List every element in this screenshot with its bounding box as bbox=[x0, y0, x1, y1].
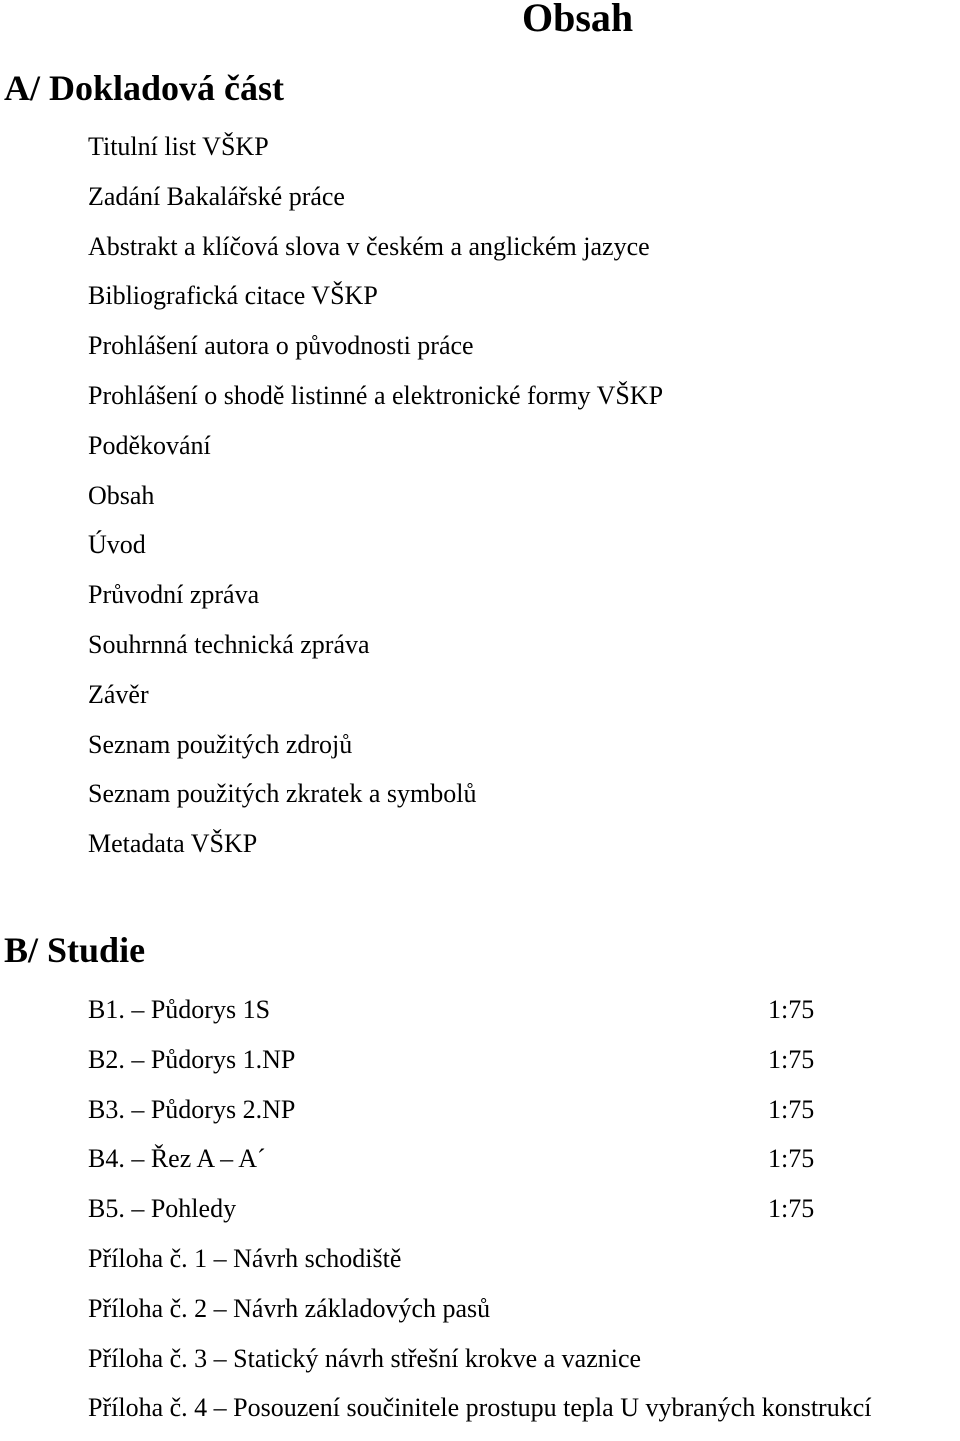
toc-item bbox=[88, 1192, 871, 1242]
toc-item-label: Poděkování bbox=[88, 430, 211, 460]
toc-item-label: Příloha č. 3 – Statický návrh střešní krokve a vaznice bbox=[88, 1343, 642, 1373]
toc-item bbox=[88, 130, 663, 180]
page-title: Obsah bbox=[522, 0, 634, 40]
toc-item-label: Příloha č. 1 – Návrh schodiště bbox=[88, 1243, 402, 1273]
toc-item bbox=[88, 528, 663, 578]
toc-item bbox=[88, 1391, 871, 1441]
toc-item-label: Průvodní zpráva bbox=[88, 580, 260, 610]
toc-item bbox=[88, 993, 871, 1043]
toc-item-scale: 1:75 bbox=[768, 995, 815, 1024]
toc-item bbox=[88, 1093, 871, 1143]
toc-item-scale: 1:75 bbox=[768, 1044, 815, 1074]
toc-item bbox=[88, 479, 663, 529]
toc-item-label: Obsah bbox=[88, 480, 155, 510]
toc-item-label: Závěr bbox=[88, 679, 149, 709]
toc-item-label: B4. – Řez A – A´ bbox=[88, 1144, 266, 1174]
toc-item bbox=[88, 279, 663, 329]
toc-list-a bbox=[88, 130, 663, 877]
toc-item-label: Zadání Bakalářské práce bbox=[88, 181, 345, 211]
toc-item-label: Prohlášení o shodě listinné a elektronické formy VŠKP bbox=[88, 380, 664, 410]
toc-item bbox=[88, 329, 663, 379]
toc-item-label: Abstrakt a klíčová slova v českém a anglickém jazyce bbox=[88, 231, 650, 261]
toc-item bbox=[88, 230, 663, 280]
toc-item-label: Prohlášení autora o původnosti práce bbox=[88, 331, 474, 361]
toc-item-label: Souhrnná technická zpráva bbox=[88, 629, 370, 659]
toc-item bbox=[88, 678, 663, 728]
toc-item bbox=[88, 1043, 871, 1093]
toc-item bbox=[88, 728, 663, 778]
toc-item-label: B5. – Pohledy bbox=[88, 1194, 237, 1224]
toc-item-scale: 1:75 bbox=[768, 1094, 815, 1124]
toc-item-label: Titulní list VŠKP bbox=[88, 132, 269, 161]
toc-item bbox=[88, 628, 663, 678]
toc-item bbox=[88, 777, 663, 827]
toc-item-label: Seznam použitých zkratek a symbolů bbox=[88, 779, 477, 809]
toc-item bbox=[88, 429, 663, 479]
toc-item bbox=[88, 1292, 871, 1342]
toc-item-label: B1. – Půdorys 1S bbox=[88, 995, 271, 1024]
toc-item bbox=[88, 1142, 871, 1192]
toc-item-scale: 1:75 bbox=[768, 1194, 815, 1224]
toc-item bbox=[88, 379, 663, 429]
toc-item bbox=[88, 180, 663, 230]
toc-item bbox=[88, 578, 663, 628]
toc-item bbox=[88, 827, 663, 877]
toc-item-label: Seznam použitých zdrojů bbox=[88, 729, 353, 759]
toc-item-label: B3. – Půdorys 2.NP bbox=[88, 1094, 296, 1124]
section-heading-b: B/ Studie bbox=[4, 930, 146, 970]
toc-item-label: Příloha č. 2 – Návrh základových pasů bbox=[88, 1293, 491, 1323]
toc-item-label: B2. – Půdorys 1.NP bbox=[88, 1044, 296, 1074]
toc-item bbox=[88, 1242, 871, 1292]
toc-item-scale: 1:75 bbox=[768, 1144, 815, 1174]
toc-item bbox=[88, 1342, 871, 1392]
section-heading-a: A/ Dokladová část bbox=[4, 68, 285, 108]
toc-item-label: Úvod bbox=[88, 530, 146, 560]
toc-item-label: Příloha č. 4 – Posouzení součinitele prostupu tepla U vybraných konstrukcí bbox=[88, 1393, 872, 1423]
toc-item-label: Metadata VŠKP bbox=[88, 829, 258, 859]
toc-item-label: Bibliografická citace VŠKP bbox=[88, 281, 378, 311]
toc-list-b bbox=[88, 993, 871, 1441]
